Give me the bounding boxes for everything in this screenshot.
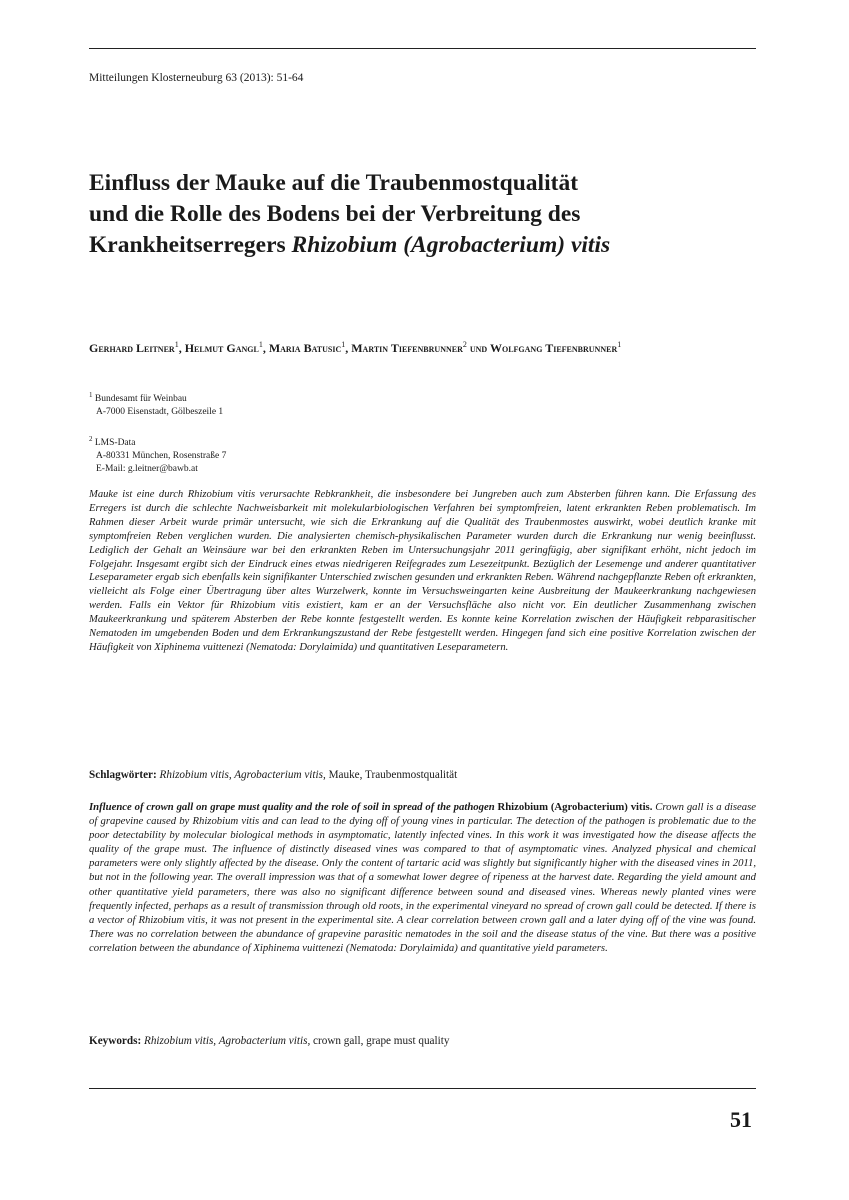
english-abstract-body: Crown gall is a disease of grapevine caused by Rhizobium vitis and can lead to the dying off of young vines in particular. The detection of the pathogen is problematic due to the poor detectability by molecular biological methods in asymptomatic, latently infected vines. In this work it was investigated how the disease affects the quality of the grape must. The influence of distinctly diseased vines was compared to that of asymptomatic vines. Analyzed physical and chemical parameters were only slightly affected by the disease. Only the content of tartaric acid was slightly but significantly higher with the diseased vines in 2011, but not in the following year. The overall impression was that of a somewhat lower degree of ripeness at the harvest date. Regarding the yield amount and other quantitative yield parameters, there was also no significant difference between sound and diseased vines. Whereas newly planted vines were frequently infected, perhaps as a result of transmission through old roots, in the experimental vineyard no spread of crown gall could be detected. If there is a vector of Rhizobium vitis, it was not present in the experimental site. A clear correlation between crown gall and a later dying off of the vine was found. There was no correlation between the abundance of grapevine parasitic nematodes in the soil and the disease status of the vine. But there was a positive correlation between the abundance of Xiphinema vuittenezi (Nematoda: Dorylaimida) and quantitative yield parameters. bbox=[89, 801, 756, 954]
keywords-label: Keywords: bbox=[89, 1035, 142, 1047]
title-line-2: und die Rolle des Bodens bei der Verbreitung des bbox=[89, 201, 581, 227]
author-separator: , bbox=[178, 341, 185, 355]
keywords-italic: Rhizobium vitis, Agrobacterium vitis, bbox=[156, 769, 326, 781]
affiliation-address: A-7000 Eisenstadt, Gölbeszeile 1 bbox=[96, 407, 224, 418]
author-name: Maria Batusic bbox=[268, 341, 342, 355]
english-title-italic: Influence of crown gall on grape must quality and the role of soil in spread of the pathogen bbox=[89, 801, 495, 813]
author-list bbox=[89, 336, 757, 357]
author-affiliation-mark: 1 bbox=[174, 340, 179, 349]
contact-email[interactable]: E-Mail: g.leitner@bawb.at bbox=[96, 464, 198, 475]
title-line-1: Einfluss der Mauke auf die Traubenmostqualität bbox=[89, 170, 579, 196]
header-rule bbox=[89, 48, 756, 49]
english-title-lead bbox=[89, 801, 652, 813]
keywords-italic: Rhizobium vitis, Agrobacterium vitis, bbox=[141, 1035, 311, 1047]
affiliation-1 bbox=[89, 389, 223, 419]
keywords-german bbox=[89, 768, 756, 782]
author-separator: , bbox=[345, 341, 352, 355]
author-affiliation-mark: 2 bbox=[462, 340, 467, 349]
affiliation-address: A-80331 München, Rosenstraße 7 bbox=[96, 451, 227, 462]
page-number: 51 bbox=[730, 1107, 752, 1132]
author-separator: , bbox=[262, 341, 269, 355]
affiliation-mark: 1 bbox=[89, 391, 93, 399]
author-name: Wolfgang Tiefenbrunner bbox=[489, 341, 618, 355]
author-name: Helmut Gangl bbox=[184, 341, 259, 355]
title-organism: Rhizobium (Agrobacterium) vitis bbox=[291, 232, 611, 258]
author-affiliation-mark: 1 bbox=[617, 340, 622, 349]
author-name: Martin Tiefenbrunner bbox=[351, 341, 463, 355]
keywords-label: Schlagwörter: bbox=[89, 769, 157, 781]
keywords-english bbox=[89, 1034, 756, 1048]
english-title-organism: Rhizobium (Agrobacterium) vitis. bbox=[494, 801, 653, 813]
keywords-plain: Mauke, Traubenmostqualität bbox=[325, 769, 458, 781]
author-affiliation-mark: 1 bbox=[258, 340, 263, 349]
article-title bbox=[89, 168, 769, 261]
affiliation-2 bbox=[89, 433, 226, 476]
abstract-english bbox=[89, 800, 756, 955]
journal-citation: Mitteilungen Klosterneuburg 63 (2013): 51-64 bbox=[89, 72, 304, 84]
affiliation-mark: 2 bbox=[89, 435, 93, 443]
abstract-german: Mauke ist eine durch Rhizobium vitis verursachte Rebkrankheit, die insbesondere bei Jungreben auch zum Absterben führen kann. Die Erfassung des Erregers ist durch die schlechte Nachweisbarkeit mit molekularbiologischen Verfahren bei symptomfreien, latent erkrankten Reben problematisch. Im Rahmen dieser Arbeit wurde primär untersucht, wie sich die Erkrankung auf die Qualität des Traubenmostes auswirkt, wobei deutlich kranke mit symptomfreien Reben verglichen wurden. Die analysierten chemisch-physikalischen Parameter wurden durch die Erkrankung nur wenig beeinflusst. Lediglich der Gehalt an Weinsäure war bei den erkrankten Reben im Untersuchungsjahr 2011 geringfügig, aber signifikant erhöht, nicht jedoch im Folgejahr. Insgesamt ergibt sich der Eindruck eines etwas niedrigeren Reifegrades zum Lesezeitpunkt. Bezüglich der Lesemenge und anderer quantitativer Leseparameter ergab sich ebenfalls kein signifikanter Unterschied zwischen gesunden und erkrankten Reben. Während nachgepflanzte Reben oft erkrankten, vielleicht als Folge einer Übertragung über altes Wurzelwerk, konnte im Versuchsweingarten keine Ausbreitung der Maukeerkrankung nachgewiesen werden. Falls ein Vektor für Rhizobium vitis existiert, kam er an der Versuchsfläche also nicht vor. Ein deutlicher Zusammenhang zwischen Maukeerkrankung und späterem Absterben der Rebe konnte festgestellt werden. Es konnte keine Korrelation zwischen der Häufigkeit rebparasitischer Nematoden im umgebenden Boden und dem Erkrankungszustand der Rebe festgestellt werden. Hingegen fand sich eine positive Korrelation zwischen der Häufigkeit von Xiphinema vuittenezi (Nematoda: Dorylaimida) und quantitativen Leseparametern. bbox=[89, 489, 756, 653]
author-affiliation-mark: 1 bbox=[341, 340, 346, 349]
author-separator: und bbox=[466, 341, 490, 355]
keywords-plain: crown gall, grape must quality bbox=[310, 1035, 450, 1047]
footer-rule bbox=[89, 1088, 756, 1089]
affiliation-institution: LMS-Data bbox=[94, 438, 136, 449]
author-name: Gerhard Leitner bbox=[89, 341, 175, 355]
affiliation-institution: Bundesamt für Weinbau bbox=[94, 394, 187, 405]
title-line-3: Krankheitserregers bbox=[89, 232, 292, 258]
